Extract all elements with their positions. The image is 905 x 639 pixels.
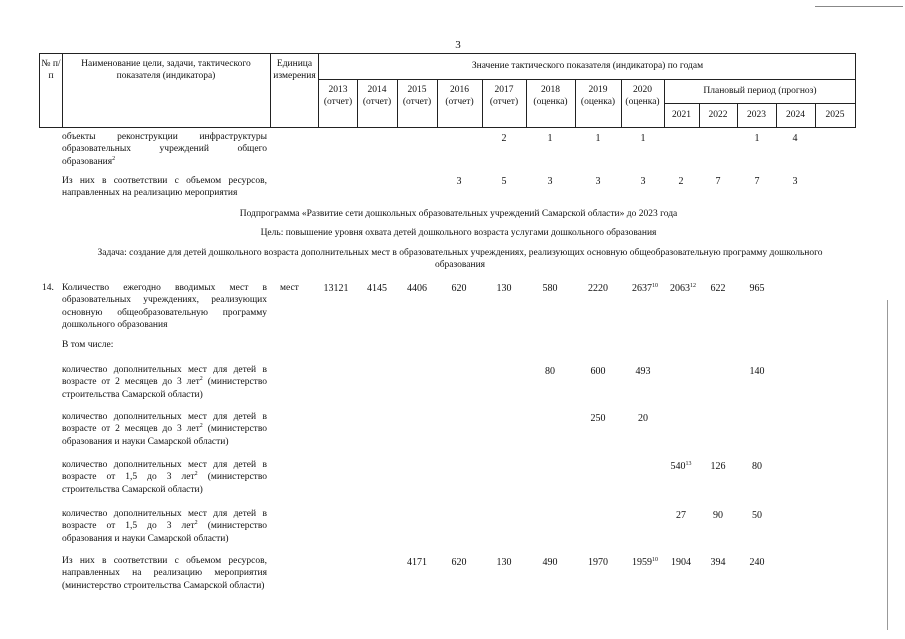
value-2015: 4406	[407, 283, 427, 294]
value-2019: 1	[595, 133, 601, 144]
header-col-unit: Единица измерения	[273, 59, 316, 82]
page-number: 3	[455, 39, 461, 51]
value-2016: 620	[451, 283, 467, 294]
value-2016: 620	[451, 557, 467, 568]
value-2024: 3	[792, 176, 798, 187]
row-label: количество дополнительных мест для детей в возрасте от 1,5 до 3 лет$^2$ (министерство образования и науки Самарской области)	[62, 509, 267, 544]
value-2018: 580	[542, 283, 558, 294]
value-2020: 1	[640, 133, 646, 144]
subprogram-heading: Подпрограмма «Развитие сети дошкольных образовательных учреждений Самарской области» до 2023 года	[239, 209, 678, 219]
value-2014: 4145	[367, 283, 387, 294]
value-2017: 5	[501, 176, 507, 187]
value-2021: 2	[678, 176, 684, 187]
scan-edge-mark	[815, 6, 903, 7]
value-2019: 3	[595, 176, 601, 187]
value-2015: 4171	[407, 557, 427, 568]
header-col-values: Значение тактического показателя (индикатора) по годам	[471, 61, 704, 71]
row-label: количество дополнительных мест для детей в возрасте от 2 месяцев до 3 лет$^2$ (министерство строительства Самарской области)	[62, 365, 267, 400]
value-2018: 1	[547, 133, 553, 144]
value-2020: 1959$^{10}$	[632, 557, 658, 568]
scan-edge-line	[887, 300, 888, 630]
value-2022: 90	[713, 510, 723, 521]
value-2023: 7	[754, 176, 760, 187]
row-label: Количество ежегодно вводимых мест в образовательных учреждениях, реализующих основную общеобразовательную программу дошкольного образования	[62, 283, 267, 331]
header-year-2022: 2022	[708, 110, 728, 120]
value-2017: 2	[501, 133, 507, 144]
value-2020: 493	[635, 366, 651, 377]
value-2023: 965	[749, 283, 765, 294]
value-2021: 1904	[671, 557, 691, 568]
value-2022: 394	[710, 557, 726, 568]
header-year-2014: 2014 (отчет)	[362, 85, 392, 108]
value-2023: 80	[752, 461, 762, 472]
task-heading: Задача: создание для детей дошкольного возраста дополнительных мест в образовательных учреждениях, реализующих основную общеобразовательную программу дошкольного образования	[97, 248, 823, 271]
including-label: В том числе:	[62, 340, 114, 350]
value-2018: 80	[545, 366, 555, 377]
row-unit: мест	[280, 283, 299, 293]
value-2024: 4	[792, 133, 798, 144]
value-2022: 7	[715, 176, 721, 187]
header-year-2013: 2013 (отчет)	[323, 85, 353, 108]
value-2021: 2063$^{12}$	[670, 283, 696, 294]
value-2019: 2220	[588, 283, 608, 294]
value-2020: 20	[638, 413, 648, 424]
header-year-2018: 2018 (оценка)	[533, 85, 568, 108]
value-2020: 3	[640, 176, 646, 187]
value-2023: 240	[749, 557, 765, 568]
row-label: Из них в соответствии с объемом ресурсов, направленных на реализацию мероприятия	[62, 176, 267, 199]
value-2013: 13121	[323, 283, 349, 294]
value-2023: 50	[752, 510, 762, 521]
header-year-2019: 2019 (оценка)	[580, 85, 616, 108]
header-year-2023: 2023	[747, 110, 766, 120]
value-2017: 130	[496, 557, 512, 568]
header-year-2020: 2020 (оценка)	[625, 85, 660, 108]
row-label: количество дополнительных мест для детей в возрасте от 2 месяцев до 3 лет$^2$ (министерство образования и науки Самарской области)	[62, 412, 267, 447]
value-2021: $540^{13}$	[670, 461, 692, 472]
value-2016: 3	[456, 176, 462, 187]
value-2018: 490	[542, 557, 558, 568]
header-year-2016: 2016 (отчет)	[445, 85, 474, 108]
header-planned-period: Плановый период (прогноз)	[703, 86, 817, 96]
row-label: количество дополнительных мест для детей в возрасте от 1,5 до 3 лет$^2$ (министерство строительства Самарской области)	[62, 460, 267, 495]
header-year-2024: 2024	[786, 110, 805, 120]
value-2023: 140	[749, 366, 765, 377]
goal-heading: Цель: повышение уровня охвата детей дошкольного возраста услугами дошкольного образования	[260, 228, 657, 238]
value-2019: 600	[590, 366, 606, 377]
header-year-2017: 2017 (отчет)	[489, 85, 519, 108]
header-col-number: № п/п	[41, 59, 61, 82]
value-2017: 130	[496, 283, 512, 294]
value-2019: 250	[590, 413, 606, 424]
value-2021: 27	[676, 510, 686, 521]
row-label: объекты реконструкции инфраструктуры образовательных учреждений общего образования$^2$	[62, 132, 267, 167]
value-2018: 3	[547, 176, 553, 187]
header-col-name: Наименование цели, задачи, тактического показателя (индикатора)	[81, 59, 251, 82]
value-2022: 622	[710, 283, 726, 294]
header-year-2015: 2015 (отчет)	[402, 85, 432, 108]
value-2019: 1970	[588, 557, 608, 568]
row-label: Из них в соответствии с объемом ресурсов, направленных на реализацию мероприятия (министерство строительства Самарской области)	[62, 556, 267, 591]
header-year-2025: 2025	[825, 110, 845, 120]
value-2023: 1	[754, 133, 760, 144]
value-2020: 2637$^{10}$	[632, 283, 658, 294]
value-2022: 126	[710, 461, 726, 472]
row-number: 14.	[42, 283, 54, 293]
header-year-2021: 2021	[672, 110, 691, 120]
